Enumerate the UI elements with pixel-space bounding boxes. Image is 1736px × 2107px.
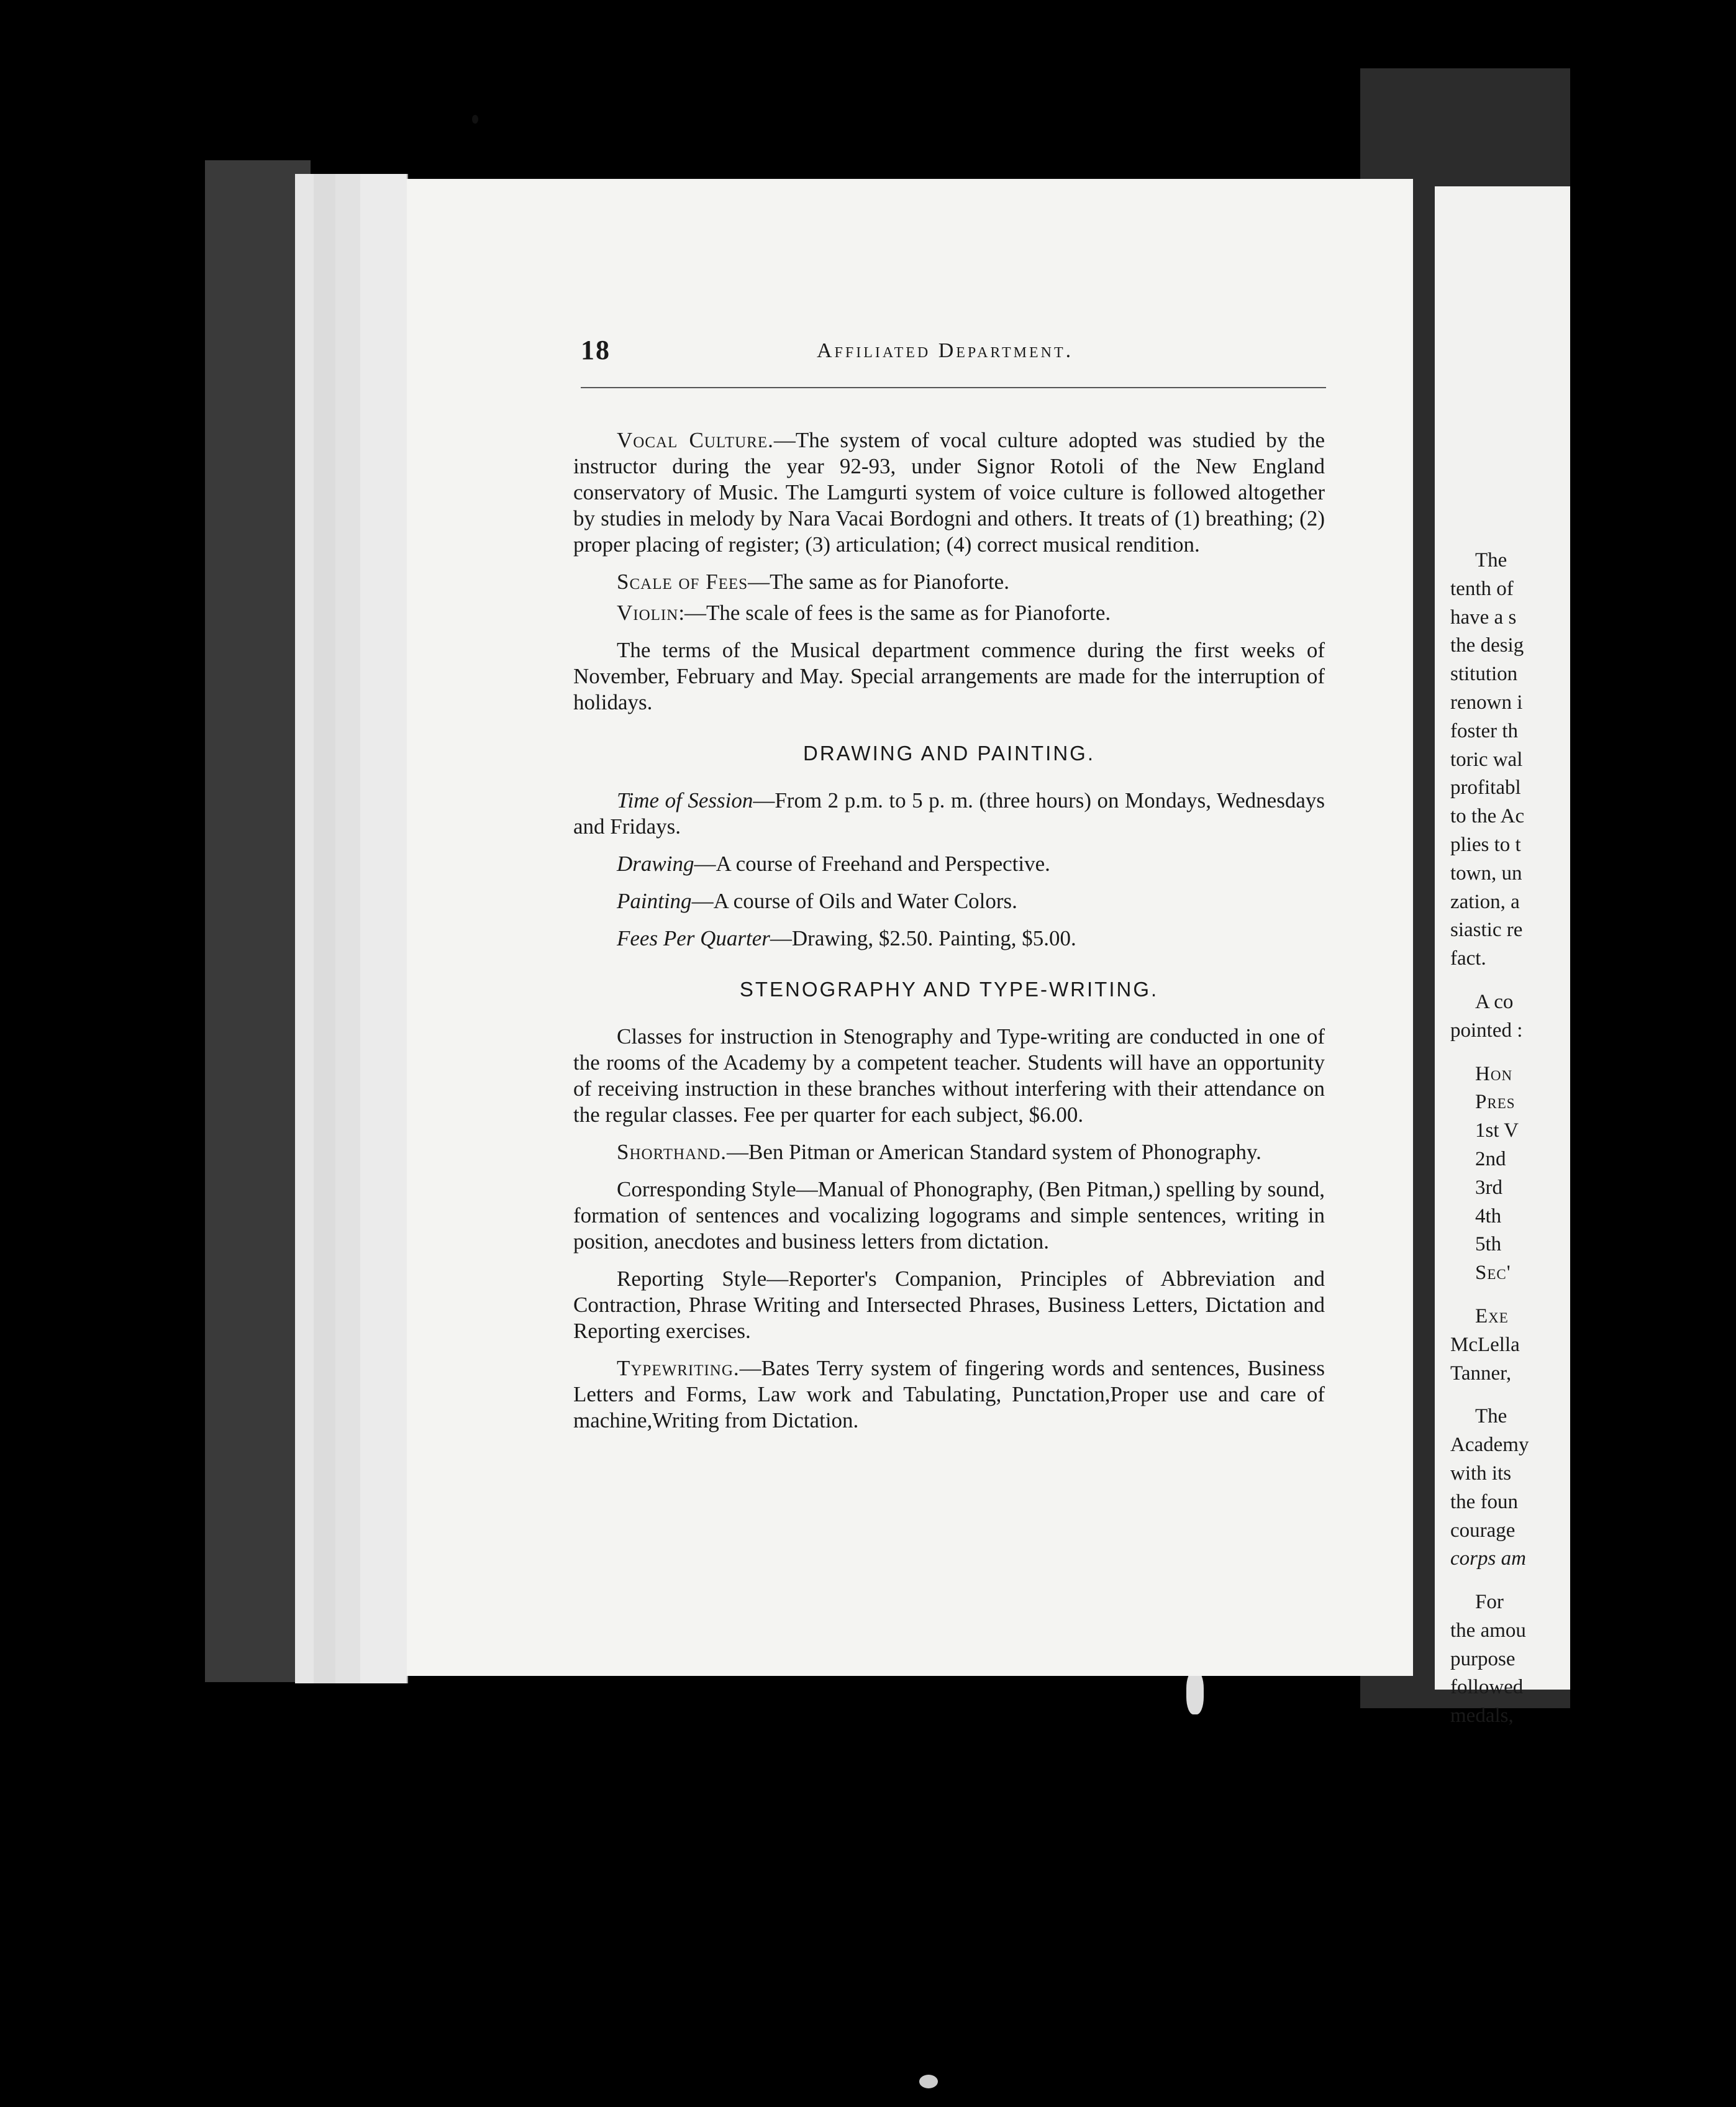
- facing-line: profitabl: [1450, 776, 1521, 799]
- page-body: [573, 427, 1325, 1445]
- typewriting-paragraph: [573, 1355, 1325, 1434]
- facing-line: town, un: [1450, 862, 1522, 885]
- scale-of-fees-text: —The same as for Pianoforte.: [748, 570, 1009, 594]
- drawing-line: [573, 851, 1325, 877]
- facing-line: medals,: [1450, 1704, 1514, 1727]
- reporting-style-paragraph: Reporting Style—Reporter's Companion, Principles of Abbreviation and Contraction, Phrase Writing and Intersected Phrases, Business Letters, Dictation and Reporting exercises.: [573, 1267, 1325, 1343]
- facing-line: followed: [1450, 1676, 1524, 1699]
- painting-text: —A course of Oils and Water Colors.: [691, 889, 1017, 913]
- facing-line: 2nd: [1475, 1147, 1506, 1170]
- facing-page: [1435, 186, 1570, 1727]
- classes-paragraph: Classes for instruction in Stenography and Type-writing are conducted in one of the rooms of the Academy by a competent teacher. Students will have an opportunity of receiving instruction in these branches without interfering with their attendance on the regular classes. Fee per quarter for each subject, $6.00.: [573, 1024, 1325, 1127]
- shorthand-lead: Shorthand.: [617, 1140, 727, 1164]
- spacer: [1450, 973, 1529, 988]
- spacer: [1450, 1573, 1529, 1588]
- time-of-session-label: Time of Session: [617, 788, 753, 812]
- fees-per-quarter-label: Fees Per Quarter: [617, 926, 770, 950]
- facing-line: 5th: [1475, 1233, 1502, 1256]
- page-edge-4: [360, 174, 408, 1683]
- terms-paragraph: The terms of the Musical department commence during the first weeks of November, February and May. Special arrangements are made for the interruption of holidays.: [573, 638, 1325, 714]
- document-page: [407, 179, 1413, 1676]
- violin-paragraph: [573, 600, 1325, 626]
- violin-lead: Violin: [617, 601, 679, 625]
- running-head: Affiliated Department.: [817, 339, 1074, 362]
- painting-label: Painting: [617, 889, 692, 913]
- facing-line: the amou: [1450, 1619, 1526, 1642]
- typewriting-lead: Typewriting.: [617, 1356, 740, 1380]
- time-of-session-text: —From 2 p.m. to 5 p. m. (three hours) on Mondays, Wednesdays and Fridays.: [573, 788, 1325, 839]
- facing-line: zation, a: [1450, 890, 1520, 913]
- facing-line: courage: [1450, 1519, 1516, 1542]
- facing-line: to the Ac: [1450, 805, 1525, 828]
- violin-text: :—The scale of fees is the same as for Pianoforte.: [678, 601, 1111, 625]
- scan-artifact: [1186, 1671, 1204, 1714]
- facing-line: Academy: [1450, 1434, 1529, 1457]
- time-of-session-paragraph: [573, 788, 1325, 840]
- scan-speck: [919, 2075, 938, 2088]
- typewriting-text: —Bates Terry system of fingering words and sentences, Business Letters and Forms, Law work and Tabulating, Punctation,Proper use and care of machine,Writing from Dictation.: [573, 1356, 1325, 1432]
- facing-line: pointed :: [1450, 1019, 1523, 1042]
- facing-line: siastic re: [1450, 919, 1523, 942]
- scale-of-fees-lead: Scale of Fees: [617, 570, 748, 594]
- facing-line: renown i: [1450, 691, 1523, 714]
- facing-line: A co: [1475, 990, 1514, 1013]
- facing-line: the foun: [1450, 1490, 1519, 1513]
- vocal-culture-paragraph: [573, 427, 1325, 558]
- scale-of-fees-paragraph: [573, 569, 1325, 595]
- vocal-culture-lead: Vocal Culture.: [617, 428, 774, 452]
- drawing-heading: DRAWING AND PAINTING.: [802, 742, 1096, 765]
- facing-line: plies to t: [1450, 833, 1521, 856]
- facing-line: 4th: [1475, 1204, 1502, 1227]
- facing-line: with its: [1450, 1462, 1512, 1485]
- spacer: [1450, 1288, 1529, 1303]
- stenography-heading: STENOGRAPHY AND TYPE-WRITING.: [739, 978, 1159, 1001]
- fees-per-quarter-text: —Drawing, $2.50. Painting, $5.00.: [770, 926, 1076, 950]
- facing-line: The: [1475, 1405, 1507, 1428]
- shorthand-paragraph: [573, 1139, 1325, 1165]
- facing-line: tenth of: [1450, 577, 1514, 600]
- facing-line: Pres: [1475, 1091, 1516, 1114]
- facing-line: purpose: [1450, 1647, 1516, 1670]
- facing-line: corps am: [1450, 1547, 1526, 1570]
- shorthand-text: —Ben Pitman or American Standard system of Phonography.: [727, 1140, 1261, 1164]
- facing-line: For: [1475, 1591, 1504, 1614]
- spacer: [1450, 1045, 1529, 1060]
- page-number: 18: [581, 335, 611, 365]
- facing-line: foster th: [1450, 719, 1519, 742]
- drawing-text: —A course of Freehand and Perspective.: [694, 852, 1050, 876]
- facing-line: stitution: [1450, 663, 1518, 686]
- facing-line: 3rd: [1475, 1176, 1502, 1199]
- drawing-label: Drawing: [617, 852, 694, 876]
- facing-line: The: [1475, 549, 1507, 571]
- facing-line: toric wal: [1450, 748, 1523, 771]
- spacer: [1450, 1388, 1529, 1403]
- header-rule: [581, 387, 1326, 388]
- painting-line: [573, 888, 1325, 914]
- facing-line: fact.: [1450, 947, 1486, 970]
- facing-line: Sec': [1475, 1262, 1511, 1285]
- facing-line: McLella: [1450, 1333, 1520, 1356]
- facing-page-text: [1450, 547, 1529, 1731]
- facing-line: Exe: [1475, 1304, 1509, 1327]
- scan-speck: [472, 115, 478, 124]
- facing-line: Tanner,: [1450, 1362, 1512, 1385]
- facing-line: the desig: [1450, 634, 1524, 657]
- fees-per-quarter-line: [573, 926, 1325, 952]
- vocal-culture-text: —The system of vocal culture adopted was studied by the instructor during the year 92-93, under Signor Rotoli of the New England conservatory of Music. The Lamgurti system of voice culture is followed altogether by studies in melody by Nara Vacai Bordogni and others. It treats of (1) breathing; (2) proper placing of register; (3) articulation; (4) correct musical rendition.: [573, 428, 1325, 557]
- facing-line: have a s: [1450, 606, 1517, 629]
- facing-line: 1st V: [1475, 1119, 1519, 1142]
- facing-line: Hon: [1475, 1062, 1513, 1085]
- corresponding-style-paragraph: Corresponding Style—Manual of Phonography, (Ben Pitman,) spelling by sound, formation of sentences and vocalizing logograms and simple sentences, writing in position, anecdotes and business letters from dictation.: [573, 1177, 1325, 1254]
